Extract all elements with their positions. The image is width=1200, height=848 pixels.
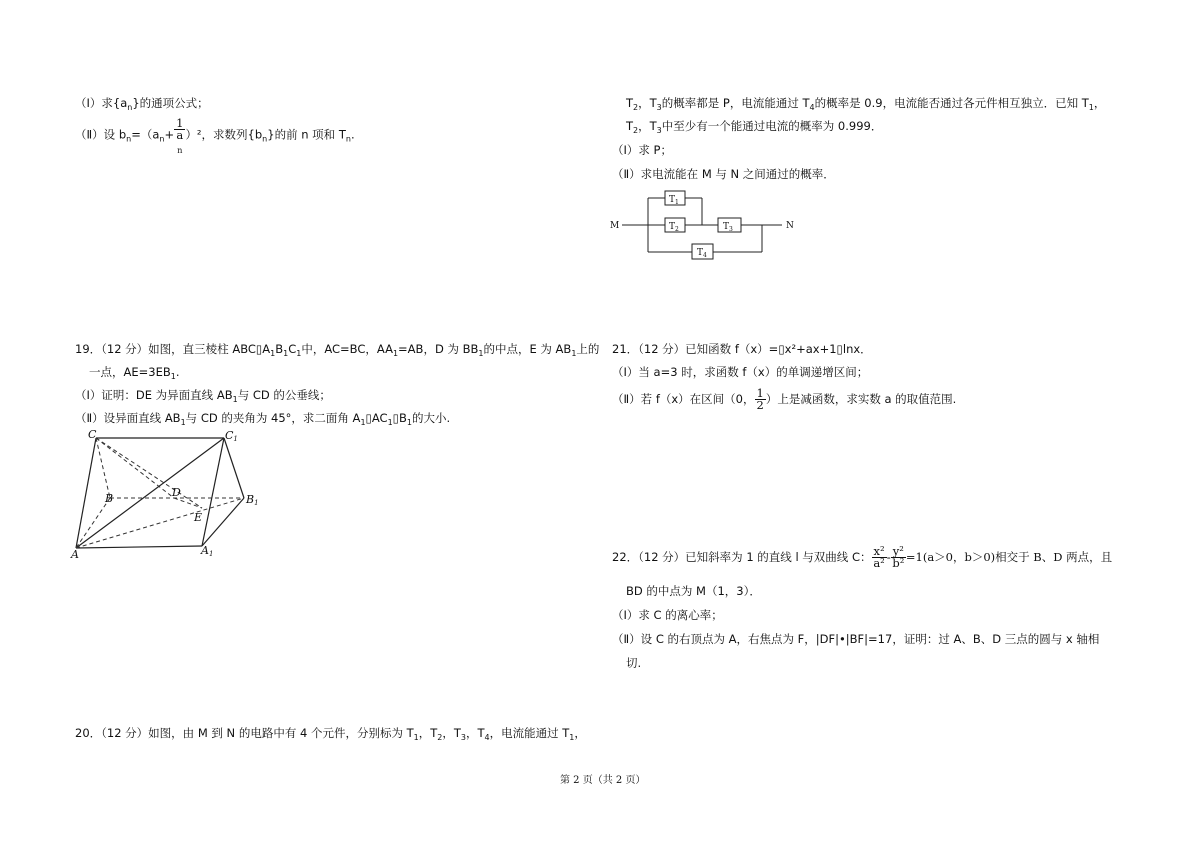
q21-part1: （Ⅰ）当 a=3 时，求函数 f（x）的单调递增区间； bbox=[612, 365, 869, 379]
q20-line3: $T_2$，$T_3$中至少有一个能通过电流的概率为 0.999． bbox=[626, 119, 883, 135]
label-A: A bbox=[71, 548, 79, 561]
circuit-T3: $T_3$ bbox=[723, 222, 733, 233]
circuit-diagram bbox=[606, 186, 806, 266]
q20-line1: 20．（12 分）如图，由 M 到 N 的电路中有 4 个元件，分别标为 $T_1$，$T_2$，$T_3$，$T_4$，电流能通过 $T_1$， bbox=[75, 726, 586, 742]
q22-part2-line1: （Ⅱ）设 C 的右顶点为 A，右焦点为 F，|DF|•|BF|=17，证明：过 A、B、D 三点的圆与 x 轴相 bbox=[612, 632, 1100, 646]
q22-part2-line2: 切. bbox=[626, 656, 642, 670]
label-A1: A1 bbox=[201, 544, 214, 558]
circuit-T2: $T_2$ bbox=[669, 222, 679, 233]
label-D: D bbox=[172, 486, 181, 499]
circuit-label-M: M bbox=[610, 221, 620, 231]
circuit-T4: $T_4$ bbox=[697, 248, 707, 259]
q22-line2: BD 的中点为 M（1，3）． bbox=[626, 584, 761, 598]
q20-part2: （Ⅱ）求电流能在 M 与 N 之间通过的概率． bbox=[612, 167, 835, 181]
fraction-one-over-an: 1 a $_n$ bbox=[176, 116, 184, 155]
fraction-x2-a2: $\frac{\text{x²}}{\text{a²}}$ bbox=[873, 544, 885, 570]
q21-line1: 21．（12 分）已知函数 f（x）=▯x²+ax+1▯lnx． bbox=[612, 342, 872, 356]
label-B1: B1 bbox=[246, 493, 259, 507]
label-C: C bbox=[88, 428, 97, 441]
q19-line2: 一点，$AE=3EB_1$. bbox=[89, 365, 180, 381]
q19-part2: （Ⅱ）设异面直线 $AB_1$与 CD 的夹角为 45°，求二面角 $A_1▯AC_1▯B_1$的大小. bbox=[75, 411, 451, 427]
label-C1: C1 bbox=[225, 429, 238, 443]
missing-glyph-box: ▯ bbox=[255, 342, 263, 356]
fraction-one-half: $\frac{1}{2}$ bbox=[756, 386, 764, 412]
prism-figure bbox=[68, 426, 268, 562]
circuit-T1: $T_1$ bbox=[669, 195, 679, 206]
q19-line1: 19．（12 分）如图，直三棱柱 $ABC▯A_1B_1C_1$中，AC=BC，$AA_1=AB$，D 为 $BB_1$的中点，E 为 $AB_1$上的 bbox=[75, 342, 600, 358]
q22-line1: 22．（12 分）已知斜率为 1 的直线 l 与双曲线 C： $\frac{\text{x²}}{\text{a²}}$ - $\frac{\text{y²}}{\text{b²}}$ =1(a＞0，b＞0)相交于 B、D 两点，且 bbox=[612, 544, 1113, 570]
q20-part1: （Ⅰ）求 P； bbox=[612, 143, 672, 157]
label-E: E bbox=[194, 511, 203, 524]
q20-line2: $T_2$，$T_3$的概率都是 P，电流能通过 $T_4$的概率是 0.9，电流能否通过各元件相互独立．已知 $T_1$， bbox=[626, 96, 1106, 112]
q19-part1: （Ⅰ）证明：DE 为异面直线 $AB_1$与 CD 的公垂线； bbox=[75, 388, 331, 404]
q22-part1: （Ⅰ）求 C 的离心率； bbox=[612, 608, 723, 622]
page-footer: 第 2 页（共 2 页） bbox=[560, 775, 646, 786]
fraction-y2-b2: $\frac{\text{y²}}{\text{b²}}$ bbox=[892, 544, 905, 570]
q18-part1: （Ⅰ）求$\{a_n\}$的通项公式； bbox=[75, 96, 209, 112]
label-B: B bbox=[105, 492, 114, 505]
q21-part2: （Ⅱ）若 f（x）在区间（0， $\frac{1}{2}$ ）上是减函数，求实数 a 的取值范围. bbox=[612, 386, 957, 412]
q18-part2: （Ⅱ）设 $b_n=(a_n+$ 1 a $_n$ ）²，求数列$\{b_n\}$的前 n 项和 $T_n$. bbox=[75, 116, 355, 155]
circuit-label-N: N bbox=[786, 221, 794, 231]
